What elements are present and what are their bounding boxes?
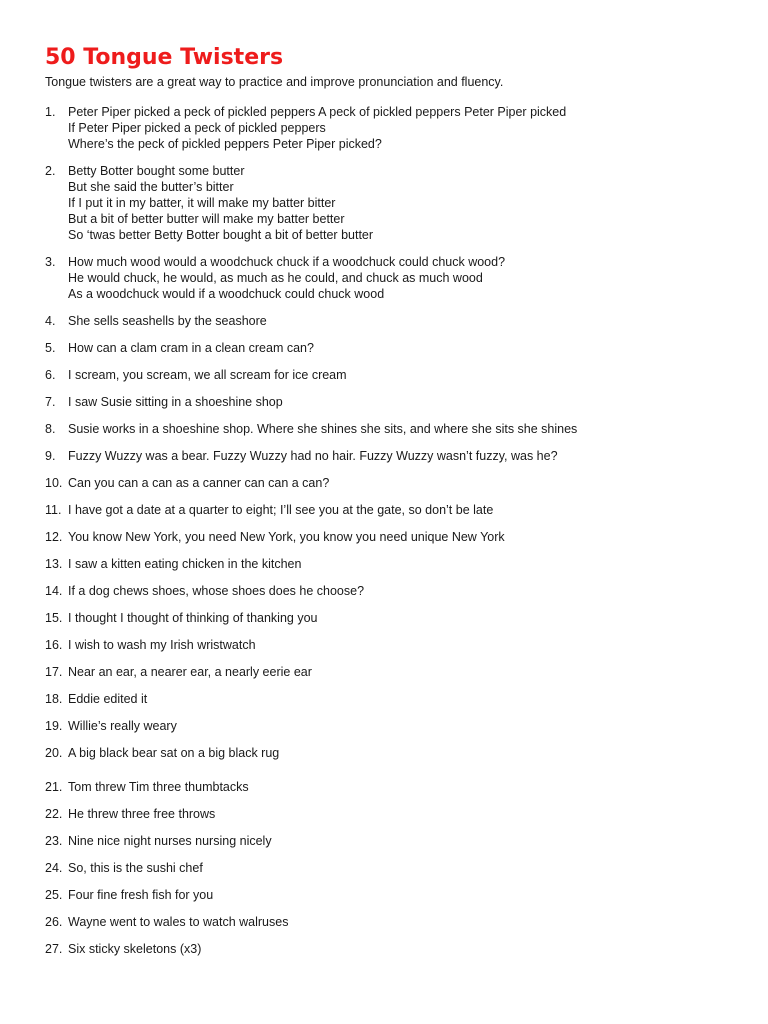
- list-item-text: [68, 421, 738, 437]
- text-line: But a bit of better butter will make my batter better: [68, 212, 345, 226]
- list-item-text: [68, 637, 738, 653]
- list-item-text: [68, 475, 738, 491]
- list-item-number: 16.: [45, 638, 63, 652]
- list-item-text: [68, 745, 738, 761]
- text-line: Tom threw Tim three thumbtacks: [68, 780, 249, 794]
- text-line: I have got a date at a quarter to eight; I’ll see you at the gate, so don’t be late: [68, 503, 494, 517]
- text-line: Four fine fresh fish for you: [68, 888, 214, 902]
- text-line: I saw Susie sitting in a shoeshine shop: [68, 395, 283, 409]
- list-item-number: 24.: [45, 861, 63, 875]
- text-line: He threw three free throws: [68, 807, 216, 821]
- text-line: As a woodchuck would if a woodchuck could chuck wood: [68, 287, 385, 301]
- text-line: Fuzzy Wuzzy was a bear. Fuzzy Wuzzy had no hair. Fuzzy Wuzzy wasn’t fuzzy, was he?: [68, 449, 558, 463]
- list-item-number: 19.: [45, 719, 63, 733]
- text-line: You know New York, you need New York, you know you need unique New York: [68, 530, 505, 544]
- list-item-number: 4.: [45, 314, 56, 328]
- list-item-number: 20.: [45, 746, 63, 760]
- list-item-text: [68, 583, 738, 599]
- list-item-text: [68, 394, 738, 410]
- list-item-number: 26.: [45, 915, 63, 929]
- text-line: Six sticky skeletons (x3): [68, 942, 202, 956]
- list-item-text: [68, 313, 738, 329]
- list-item-text: [68, 104, 738, 152]
- document-page: [45, 44, 745, 90]
- list-item-number: 2.: [45, 164, 56, 178]
- list-item-number: 3.: [45, 255, 56, 269]
- list-item-text: [68, 941, 738, 957]
- text-line: If I put it in my batter, it will make my batter bitter: [68, 196, 336, 210]
- text-line: I scream, you scream, we all scream for ice cream: [68, 368, 347, 382]
- list-item-text: [68, 556, 738, 572]
- text-line: I wish to wash my Irish wristwatch: [68, 638, 256, 652]
- page-title: 50 Tongue Twisters: [45, 45, 284, 70]
- list-item-number: 22.: [45, 807, 63, 821]
- text-line: Betty Botter bought some butter: [68, 164, 245, 178]
- list-item-number: 27.: [45, 942, 63, 956]
- list-item-number: 7.: [45, 395, 56, 409]
- list-item-text: [68, 163, 738, 243]
- text-line: Wayne went to wales to watch walruses: [68, 915, 289, 929]
- list-item-text: [68, 610, 738, 626]
- list-item-number: 9.: [45, 449, 56, 463]
- list-item-text: [68, 806, 738, 822]
- list-item-number: 12.: [45, 530, 63, 544]
- list-item-number: 23.: [45, 834, 63, 848]
- list-item-number: 10.: [45, 476, 63, 490]
- list-item-number: 13.: [45, 557, 63, 571]
- text-line: I saw a kitten eating chicken in the kitchen: [68, 557, 302, 571]
- list-item-number: 18.: [45, 692, 63, 706]
- list-item-text: [68, 340, 738, 356]
- text-line: A big black bear sat on a big black rug: [68, 746, 280, 760]
- list-item-text: [68, 502, 738, 518]
- list-item-number: 25.: [45, 888, 63, 902]
- list-item-text: [68, 779, 738, 795]
- list-item-number: 21.: [45, 780, 63, 794]
- text-line: Willie’s really weary: [68, 719, 177, 733]
- list-item-number: 11.: [45, 503, 62, 517]
- list-item-number: 5.: [45, 341, 56, 355]
- text-line: I thought I thought of thinking of thanking you: [68, 611, 318, 625]
- text-line: How can a clam cram in a clean cream can?: [68, 341, 314, 355]
- list-item-number: 15.: [45, 611, 63, 625]
- list-item-text: [68, 833, 738, 849]
- list-item-text: [68, 887, 738, 903]
- list-item-number: 8.: [45, 422, 56, 436]
- text-line: How much wood would a woodchuck chuck if a woodchuck could chuck wood?: [68, 255, 506, 269]
- list-item-text: [68, 691, 738, 707]
- text-line: If Peter Piper picked a peck of pickled peppers: [68, 121, 326, 135]
- list-item-text: [68, 367, 738, 383]
- text-line: Near an ear, a nearer ear, a nearly eerie ear: [68, 665, 312, 679]
- text-line: Can you can a can as a canner can can a can?: [68, 476, 330, 490]
- text-line: Susie works in a shoeshine shop. Where she shines she sits, and where she sits she shines: [68, 422, 578, 436]
- list-item-text: [68, 718, 738, 734]
- list-item-text: [68, 664, 738, 680]
- text-line: Peter Piper picked a peck of pickled peppers A peck of pickled peppers Peter Piper picked: [68, 105, 567, 119]
- intro-paragraph: Tongue twisters are a great way to practice and improve pronunciation and fluency.: [45, 75, 504, 89]
- text-line: He would chuck, he would, as much as he could, and chuck as much wood: [68, 271, 483, 285]
- list-item-text: [68, 529, 738, 545]
- list-item-number: 17.: [45, 665, 63, 679]
- text-line: Eddie edited it: [68, 692, 148, 706]
- text-line: Where’s the peck of pickled peppers Peter Piper picked?: [68, 137, 382, 151]
- text-line: But she said the butter’s bitter: [68, 180, 234, 194]
- list-item-number: 6.: [45, 368, 56, 382]
- list-item-text: [68, 914, 738, 930]
- list-item-text: [68, 860, 738, 876]
- list-item-number: 1.: [45, 105, 56, 119]
- text-line: So ‘twas better Betty Botter bought a bit of better butter: [68, 228, 374, 242]
- list-item-text: [68, 448, 738, 464]
- list-item-number: 14.: [45, 584, 63, 598]
- text-line: Nine nice night nurses nursing nicely: [68, 834, 272, 848]
- text-line: So, this is the sushi chef: [68, 861, 203, 875]
- text-line: If a dog chews shoes, whose shoes does he choose?: [68, 584, 365, 598]
- text-line: She sells seashells by the seashore: [68, 314, 267, 328]
- list-item-text: [68, 254, 738, 302]
